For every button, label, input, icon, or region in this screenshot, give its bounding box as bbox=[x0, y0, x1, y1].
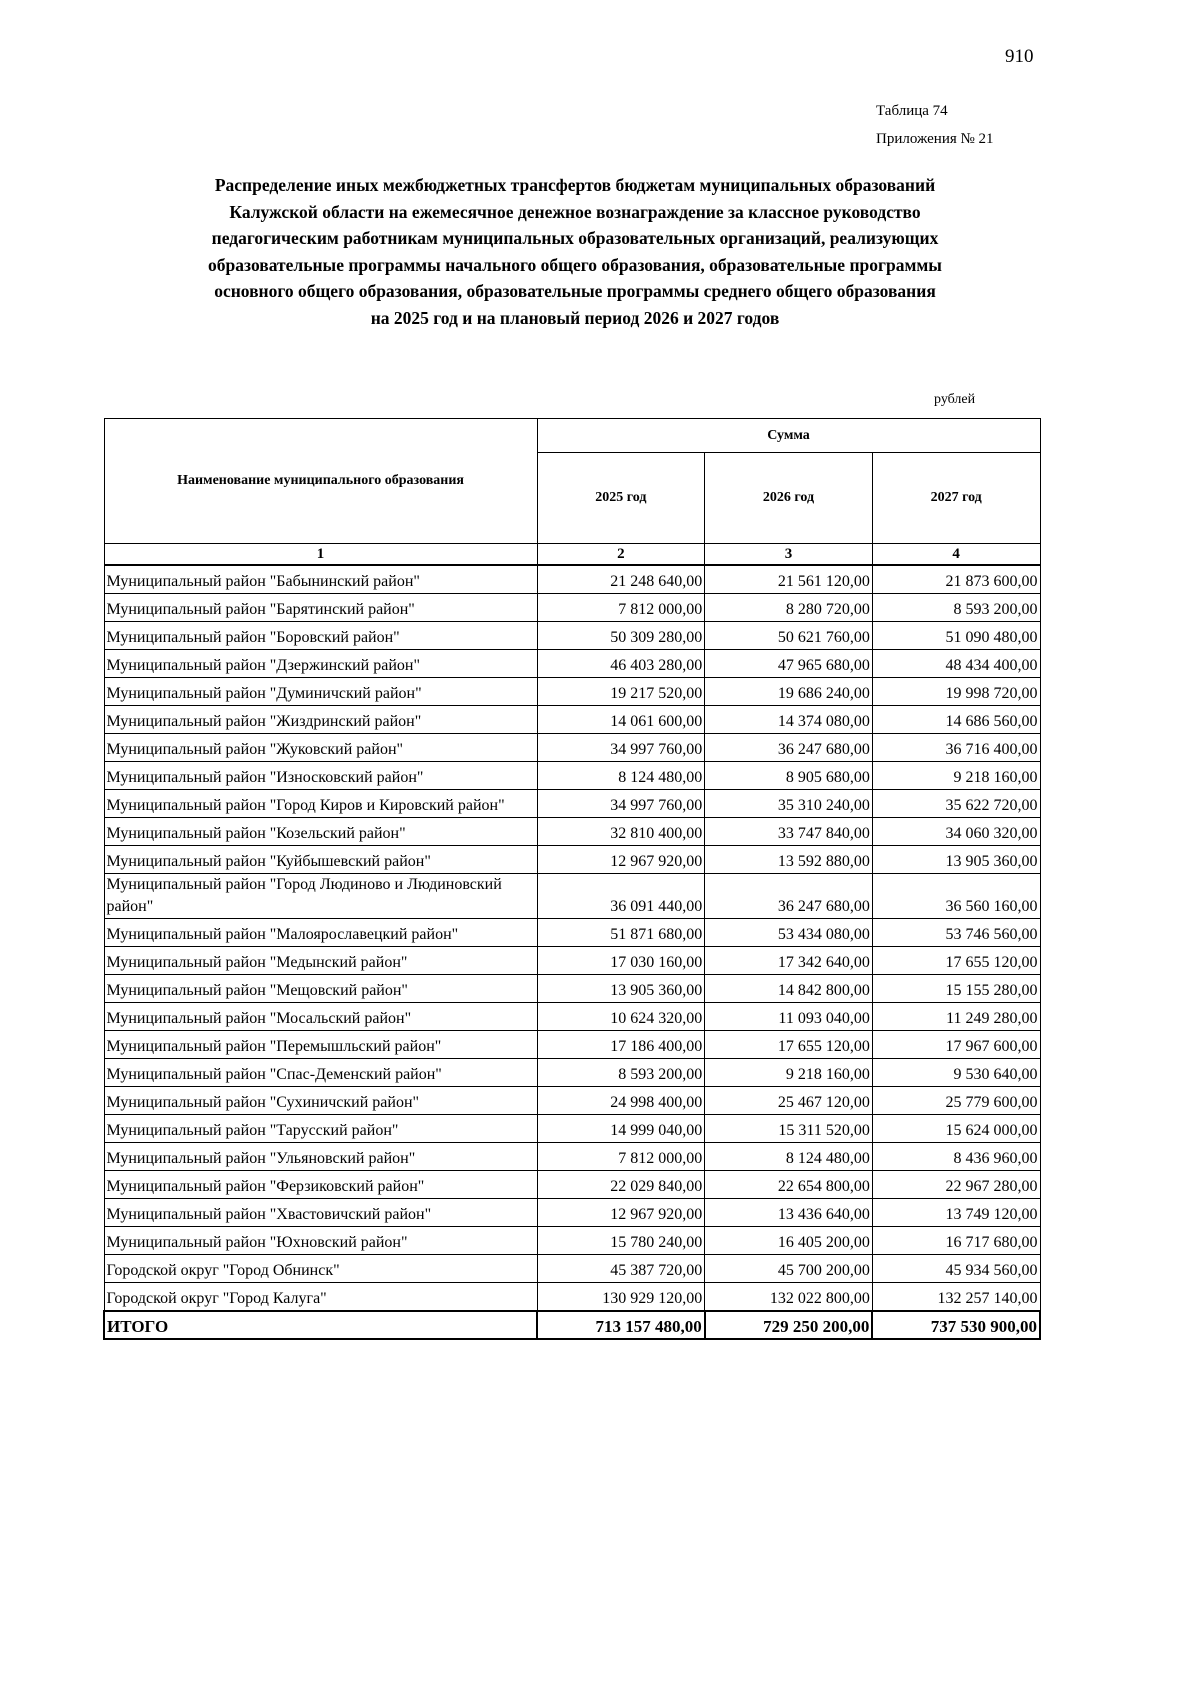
amount-2026: 16 405 200,00 bbox=[705, 1227, 873, 1255]
amount-2027: 13 905 360,00 bbox=[872, 846, 1040, 874]
amount-2027: 8 593 200,00 bbox=[872, 594, 1040, 622]
amount-2026: 36 247 680,00 bbox=[705, 874, 873, 919]
amount-2027: 35 622 720,00 bbox=[872, 790, 1040, 818]
municipality-name: Муниципальный район "Куйбышевский район" bbox=[104, 846, 537, 874]
amount-2026: 9 218 160,00 bbox=[705, 1059, 873, 1087]
title-line: на 2025 год и на плановый период 2026 и 2027 годов bbox=[370, 307, 780, 328]
total-row bbox=[104, 1311, 1040, 1339]
amount-2025: 21 248 640,00 bbox=[537, 565, 705, 594]
document-title bbox=[100, 172, 1050, 331]
title-line: Калужской области на ежемесячное денежное вознаграждение за классное руководство bbox=[229, 201, 921, 222]
column-number: 1 bbox=[104, 544, 537, 566]
municipality-name: Городской округ "Город Калуга" bbox=[104, 1283, 537, 1312]
amount-2026: 729 250 200,00 bbox=[705, 1311, 873, 1339]
amount-2027: 34 060 320,00 bbox=[872, 818, 1040, 846]
amount-2025: 36 091 440,00 bbox=[537, 874, 705, 919]
amount-2025: 22 029 840,00 bbox=[537, 1171, 705, 1199]
municipality-name: Муниципальный район "Дзержинский район" bbox=[104, 650, 537, 678]
amount-2025: 7 812 000,00 bbox=[537, 594, 705, 622]
title-line: образовательные программы начального общего образования, образовательные программы bbox=[208, 254, 942, 275]
municipality-name: Муниципальный район "Боровский район" bbox=[104, 622, 537, 650]
municipality-name: Муниципальный район "Мосальский район" bbox=[104, 1003, 537, 1031]
amount-2027: 9 530 640,00 bbox=[872, 1059, 1040, 1087]
amount-2027: 36 716 400,00 bbox=[872, 734, 1040, 762]
amount-2027: 17 967 600,00 bbox=[872, 1031, 1040, 1059]
amount-2025: 32 810 400,00 bbox=[537, 818, 705, 846]
municipality-name: Муниципальный район "Думиничский район" bbox=[104, 678, 537, 706]
header-name: Наименование муниципального образования bbox=[104, 419, 537, 544]
municipality-name: Муниципальный район "Барятинский район" bbox=[104, 594, 537, 622]
amount-2026: 35 310 240,00 bbox=[705, 790, 873, 818]
amount-2026: 14 842 800,00 bbox=[705, 975, 873, 1003]
amount-2025: 46 403 280,00 bbox=[537, 650, 705, 678]
amount-2027: 36 560 160,00 bbox=[872, 874, 1040, 919]
amount-2026: 21 561 120,00 bbox=[705, 565, 873, 594]
table-row bbox=[104, 919, 1040, 947]
appendix-label: Приложения № 21 bbox=[876, 131, 994, 147]
table-row bbox=[104, 1087, 1040, 1115]
amount-2027: 53 746 560,00 bbox=[872, 919, 1040, 947]
header-sum: Сумма bbox=[537, 419, 1040, 453]
amount-2025: 50 309 280,00 bbox=[537, 622, 705, 650]
amount-2027: 22 967 280,00 bbox=[872, 1171, 1040, 1199]
amount-2026: 45 700 200,00 bbox=[705, 1255, 873, 1283]
amount-2026: 8 905 680,00 bbox=[705, 762, 873, 790]
distribution-table bbox=[103, 418, 1041, 1340]
amount-2026: 36 247 680,00 bbox=[705, 734, 873, 762]
page-number: 910 bbox=[1005, 46, 1034, 67]
amount-2027: 13 749 120,00 bbox=[872, 1199, 1040, 1227]
title-line: основного общего образования, образовательные программы среднего общего образования bbox=[214, 281, 936, 301]
amount-2026: 14 374 080,00 bbox=[705, 706, 873, 734]
amount-2025: 51 871 680,00 bbox=[537, 919, 705, 947]
table-row bbox=[104, 1003, 1040, 1031]
amount-2026: 8 280 720,00 bbox=[705, 594, 873, 622]
municipality-name: Городской округ "Город Обнинск" bbox=[104, 1255, 537, 1283]
table-row bbox=[104, 1031, 1040, 1059]
amount-2026: 13 592 880,00 bbox=[705, 846, 873, 874]
amount-2026: 11 093 040,00 bbox=[705, 1003, 873, 1031]
title-line: педагогическим работникам муниципальных образовательных организаций, реализующих bbox=[211, 228, 939, 248]
amount-2027: 8 436 960,00 bbox=[872, 1143, 1040, 1171]
amount-2025: 34 997 760,00 bbox=[537, 734, 705, 762]
municipality-name: Муниципальный район "Износковский район" bbox=[104, 762, 537, 790]
table-row bbox=[104, 622, 1040, 650]
amount-2025: 12 967 920,00 bbox=[537, 846, 705, 874]
column-number: 2 bbox=[537, 544, 705, 566]
municipality-name: Муниципальный район "Хвастовичский район" bbox=[104, 1199, 537, 1227]
amount-2027: 9 218 160,00 bbox=[872, 762, 1040, 790]
amount-2026: 33 747 840,00 bbox=[705, 818, 873, 846]
amount-2027: 25 779 600,00 bbox=[872, 1087, 1040, 1115]
table-row bbox=[104, 678, 1040, 706]
amount-2025: 13 905 360,00 bbox=[537, 975, 705, 1003]
amount-2027: 15 155 280,00 bbox=[872, 975, 1040, 1003]
municipality-name: Муниципальный район "Мещовский район" bbox=[104, 975, 537, 1003]
table-row bbox=[104, 790, 1040, 818]
municipality-name: Муниципальный район "Жуковский район" bbox=[104, 734, 537, 762]
amount-2027: 17 655 120,00 bbox=[872, 947, 1040, 975]
amount-2027: 15 624 000,00 bbox=[872, 1115, 1040, 1143]
amount-2025: 713 157 480,00 bbox=[537, 1311, 705, 1339]
amount-2025: 14 061 600,00 bbox=[537, 706, 705, 734]
amount-2025: 19 217 520,00 bbox=[537, 678, 705, 706]
amount-2025: 34 997 760,00 bbox=[537, 790, 705, 818]
municipality-name: Муниципальный район "Сухиничский район" bbox=[104, 1087, 537, 1115]
amount-2026: 47 965 680,00 bbox=[705, 650, 873, 678]
amount-2026: 22 654 800,00 bbox=[705, 1171, 873, 1199]
amount-2027: 21 873 600,00 bbox=[872, 565, 1040, 594]
table-row bbox=[104, 762, 1040, 790]
table-row bbox=[104, 975, 1040, 1003]
amount-2025: 15 780 240,00 bbox=[537, 1227, 705, 1255]
amount-2025: 17 030 160,00 bbox=[537, 947, 705, 975]
amount-2026: 17 342 640,00 bbox=[705, 947, 873, 975]
table-row bbox=[104, 1283, 1040, 1312]
table-row bbox=[104, 734, 1040, 762]
table-row bbox=[104, 1059, 1040, 1087]
table-row bbox=[104, 1115, 1040, 1143]
municipality-name: Муниципальный район "Ульяновский район" bbox=[104, 1143, 537, 1171]
table-body bbox=[104, 565, 1040, 1339]
municipality-name: Муниципальный район "Перемышльский район" bbox=[104, 1031, 537, 1059]
unit-label: рублей bbox=[934, 392, 976, 407]
amount-2025: 8 593 200,00 bbox=[537, 1059, 705, 1087]
municipality-name: Муниципальный район "Медынский район" bbox=[104, 947, 537, 975]
municipality-name: Муниципальный район "Малоярославецкий район" bbox=[104, 919, 537, 947]
amount-2026: 132 022 800,00 bbox=[705, 1283, 873, 1312]
amount-2025: 24 998 400,00 bbox=[537, 1087, 705, 1115]
amount-2025: 7 812 000,00 bbox=[537, 1143, 705, 1171]
amount-2026: 17 655 120,00 bbox=[705, 1031, 873, 1059]
amount-2025: 12 967 920,00 bbox=[537, 1199, 705, 1227]
municipality-name: Муниципальный район "Жиздринский район" bbox=[104, 706, 537, 734]
amount-2026: 53 434 080,00 bbox=[705, 919, 873, 947]
amount-2025: 130 929 120,00 bbox=[537, 1283, 705, 1312]
amount-2027: 14 686 560,00 bbox=[872, 706, 1040, 734]
amount-2025: 17 186 400,00 bbox=[537, 1031, 705, 1059]
amount-2025: 45 387 720,00 bbox=[537, 1255, 705, 1283]
table-row bbox=[104, 874, 1040, 919]
municipality-name: Муниципальный район "Юхновский район" bbox=[104, 1227, 537, 1255]
amount-2027: 132 257 140,00 bbox=[872, 1283, 1040, 1312]
amount-2026: 19 686 240,00 bbox=[705, 678, 873, 706]
amount-2027: 11 249 280,00 bbox=[872, 1003, 1040, 1031]
table-row bbox=[104, 706, 1040, 734]
municipality-name: Муниципальный район "Спас-Деменский район" bbox=[104, 1059, 537, 1087]
table-row bbox=[104, 1255, 1040, 1283]
table-row bbox=[104, 565, 1040, 594]
title-line: Распределение иных межбюджетных трансфертов бюджетам муниципальных образований bbox=[214, 175, 936, 195]
amount-2026: 8 124 480,00 bbox=[705, 1143, 873, 1171]
amount-2027: 19 998 720,00 bbox=[872, 678, 1040, 706]
amount-2027: 45 934 560,00 bbox=[872, 1255, 1040, 1283]
municipality-name: Муниципальный район "Город Людиново и Людиновский район" bbox=[104, 874, 537, 919]
table-label: Таблица 74 bbox=[876, 103, 948, 119]
municipality-name: Муниципальный район "Козельский район" bbox=[104, 818, 537, 846]
municipality-name: Муниципальный район "Бабынинский район" bbox=[104, 565, 537, 594]
table-row bbox=[104, 1227, 1040, 1255]
amount-2026: 25 467 120,00 bbox=[705, 1087, 873, 1115]
amount-2026: 15 311 520,00 bbox=[705, 1115, 873, 1143]
amount-2027: 737 530 900,00 bbox=[872, 1311, 1040, 1339]
amount-2027: 48 434 400,00 bbox=[872, 650, 1040, 678]
amount-2025: 10 624 320,00 bbox=[537, 1003, 705, 1031]
amount-2025: 14 999 040,00 bbox=[537, 1115, 705, 1143]
municipality-name: ИТОГО bbox=[104, 1311, 537, 1339]
header-year: 2026 год bbox=[705, 453, 873, 544]
table-row bbox=[104, 594, 1040, 622]
municipality-name: Муниципальный район "Город Киров и Кировский район" bbox=[104, 790, 537, 818]
table-row bbox=[104, 818, 1040, 846]
header-year: 2027 год bbox=[872, 453, 1040, 544]
column-number: 3 bbox=[705, 544, 873, 566]
amount-2027: 51 090 480,00 bbox=[872, 622, 1040, 650]
table-row bbox=[104, 846, 1040, 874]
municipality-name: Муниципальный район "Тарусский район" bbox=[104, 1115, 537, 1143]
table-row bbox=[104, 1199, 1040, 1227]
column-number: 4 bbox=[872, 544, 1040, 566]
amount-2025: 8 124 480,00 bbox=[537, 762, 705, 790]
municipality-name: Муниципальный район "Ферзиковский район" bbox=[104, 1171, 537, 1199]
table-row bbox=[104, 650, 1040, 678]
amount-2026: 50 621 760,00 bbox=[705, 622, 873, 650]
table-row bbox=[104, 947, 1040, 975]
amount-2026: 13 436 640,00 bbox=[705, 1199, 873, 1227]
amount-2027: 16 717 680,00 bbox=[872, 1227, 1040, 1255]
table-row bbox=[104, 1143, 1040, 1171]
table-row bbox=[104, 1171, 1040, 1199]
header-year: 2025 год bbox=[537, 453, 705, 544]
